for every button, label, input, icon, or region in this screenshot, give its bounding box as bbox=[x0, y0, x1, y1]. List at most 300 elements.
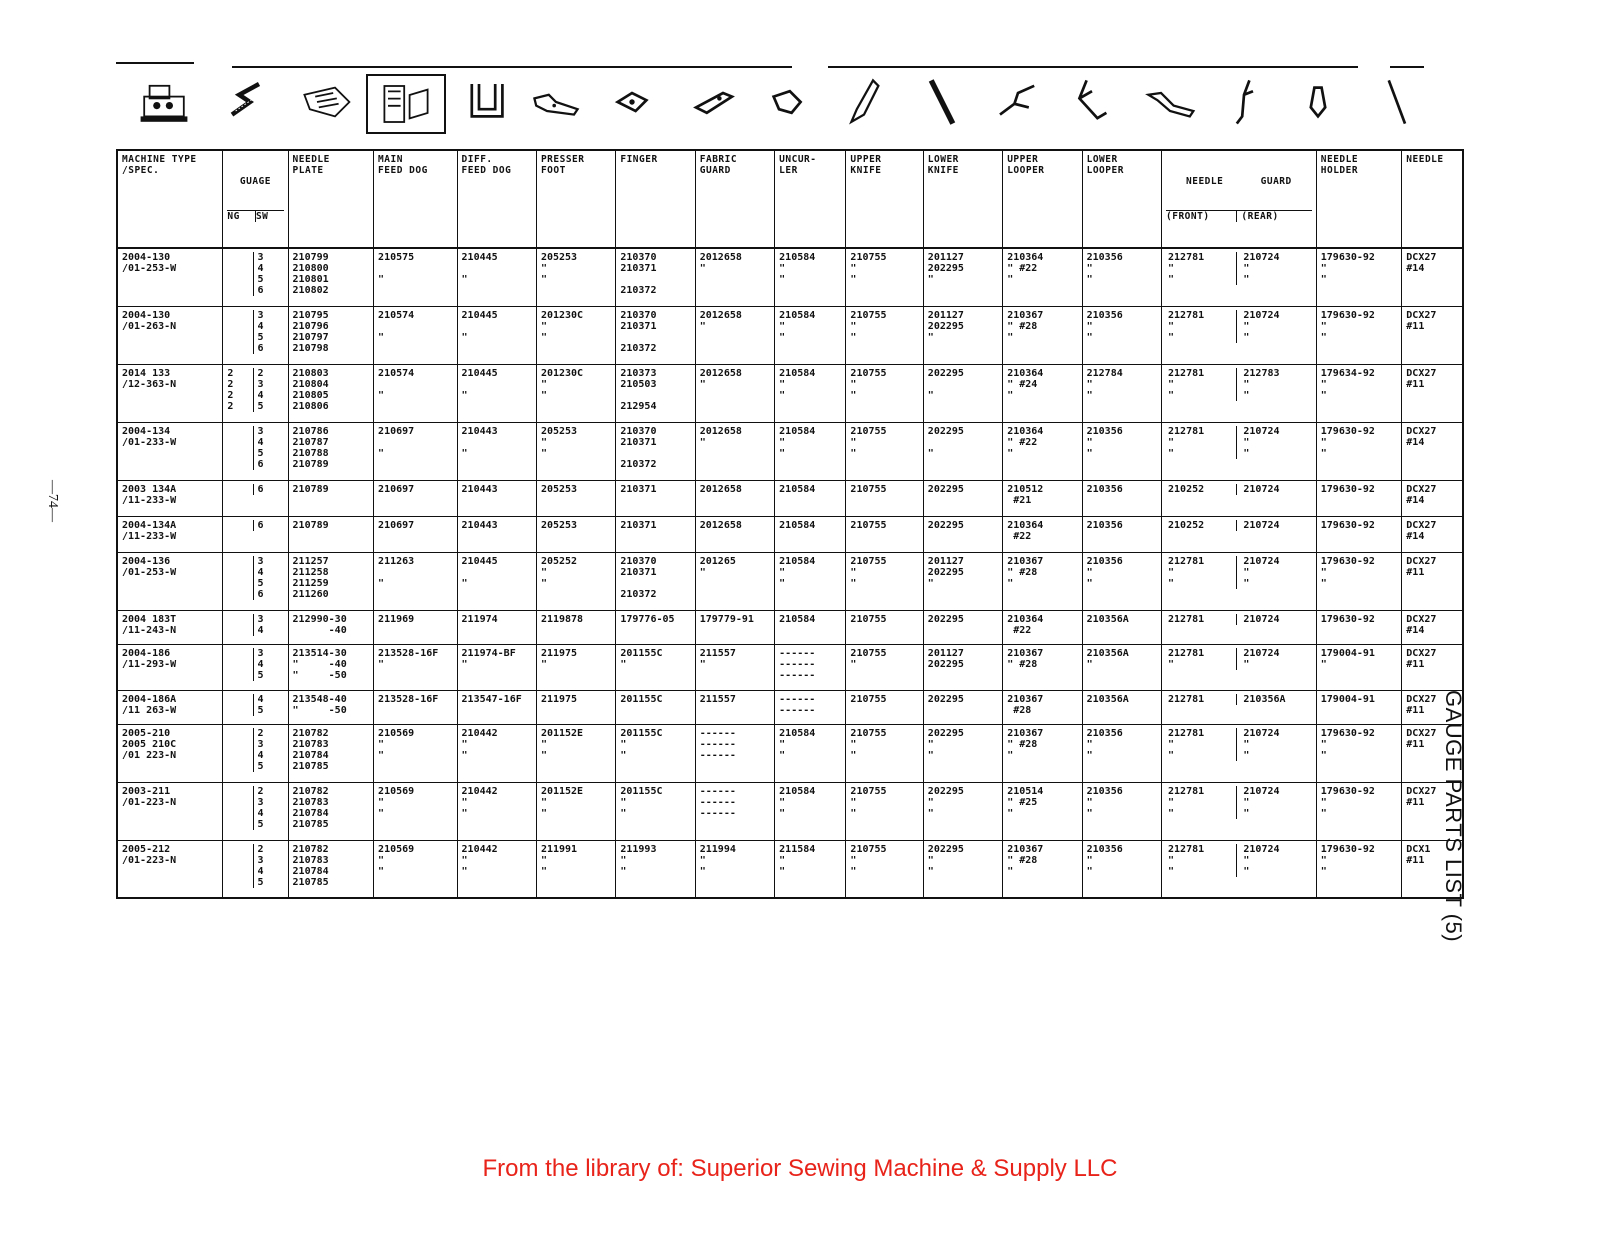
cell-lower-knife: 201127 202295 " bbox=[923, 552, 1002, 610]
cell-presser-foot: 211975 " bbox=[536, 644, 615, 690]
cell-upper-looper: 210364 " #22 " bbox=[1003, 248, 1082, 306]
cell-upper-knife: 210755 " " bbox=[846, 724, 923, 782]
cell-needle-guard-rear: 210724 " " bbox=[1236, 426, 1311, 459]
cell-guage-sw: 3 4 5 6 bbox=[253, 426, 283, 470]
cell-fabric-guard: 2012658 bbox=[695, 480, 774, 516]
cell-guage bbox=[223, 422, 288, 480]
cell-lower-looper: 210356 " " bbox=[1082, 724, 1161, 782]
cell-needle-plate: 210789 bbox=[288, 480, 374, 516]
presser-foot-icon bbox=[526, 68, 586, 136]
cell-needle-holder: 179004-91 bbox=[1316, 690, 1402, 724]
cell-needle-holder: 179630-92 bbox=[1316, 480, 1402, 516]
cell-diff-feed-dog: 210445 " bbox=[457, 552, 536, 610]
cell-main-feed-dog: 210569 " " bbox=[374, 724, 457, 782]
col-fabric-guard: FABRIC GUARD bbox=[695, 150, 774, 248]
cell-needle: DCX27 #11 bbox=[1402, 690, 1463, 724]
cell-lower-knife: 202295 " " bbox=[923, 782, 1002, 840]
cell-guage bbox=[223, 552, 288, 610]
cell-main-feed-dog: 213528-16F " bbox=[374, 644, 457, 690]
cell-machine-type: 2004-186A /11 263-W bbox=[117, 690, 223, 724]
cell-lower-knife: 202295 " " bbox=[923, 840, 1002, 898]
col-main-feed-dog: MAIN FEED DOG bbox=[374, 150, 457, 248]
uncurler-icon bbox=[758, 68, 818, 136]
cell-needle-guard bbox=[1162, 690, 1317, 724]
cell-needle-guard bbox=[1162, 724, 1317, 782]
cell-needle-guard bbox=[1162, 306, 1317, 364]
table-row bbox=[117, 422, 1463, 480]
cell-main-feed-dog: 210697 " bbox=[374, 422, 457, 480]
cell-finger: 201155C " " bbox=[616, 724, 695, 782]
cell-needle-guard bbox=[1162, 644, 1317, 690]
side-title: GAUGE PARTS LIST (5) bbox=[1441, 690, 1466, 943]
cell-presser-foot: 205253 bbox=[536, 516, 615, 552]
table-row bbox=[117, 840, 1463, 898]
cell-lower-looper: 210356 " " bbox=[1082, 248, 1161, 306]
cell-guage-sw: 2 3 4 5 bbox=[253, 728, 283, 772]
cell-presser-foot: 201152E " " bbox=[536, 782, 615, 840]
cell-needle-guard-rear: 210724 " " bbox=[1236, 556, 1311, 589]
cell-guage bbox=[223, 306, 288, 364]
cell-guage bbox=[223, 248, 288, 306]
cell-machine-type: 2004-130 /01-253-W bbox=[117, 248, 223, 306]
cell-diff-feed-dog: 210442 " " bbox=[457, 840, 536, 898]
cell-upper-looper: 210364 #22 bbox=[1003, 610, 1082, 644]
guage-icon bbox=[220, 68, 280, 136]
col-needle-guard bbox=[1162, 150, 1317, 248]
cell-uncurler: 210584 " " bbox=[775, 364, 846, 422]
cell-diff-feed-dog: 211974-BF " bbox=[457, 644, 536, 690]
cell-needle-plate: 210795 210796 210797 210798 bbox=[288, 306, 374, 364]
cell-lower-looper: 210356A bbox=[1082, 690, 1161, 724]
cell-lower-knife: 202295 " " bbox=[923, 724, 1002, 782]
cell-machine-type: 2014 133 /12-363-N bbox=[117, 364, 223, 422]
cell-uncurler: 210584 " " bbox=[775, 422, 846, 480]
upper-knife-icon bbox=[834, 68, 894, 136]
cell-needle-guard-front: 212781 " " bbox=[1168, 367, 1205, 401]
cell-needle-guard bbox=[1162, 364, 1317, 422]
cell-needle-guard-rear: 212783 " " bbox=[1236, 368, 1311, 401]
cell-upper-looper: 210512 #21 bbox=[1003, 480, 1082, 516]
page-number: —74— bbox=[45, 480, 60, 522]
cell-guage-ng bbox=[227, 520, 253, 531]
cell-guage-sw: 6 bbox=[253, 520, 283, 531]
cell-guage bbox=[223, 724, 288, 782]
table-row bbox=[117, 690, 1463, 724]
cell-fabric-guard: 2012658 " bbox=[695, 364, 774, 422]
cell-upper-knife: 210755 " " bbox=[846, 552, 923, 610]
cell-needle-holder: 179630-92 " " bbox=[1316, 422, 1402, 480]
cell-needle-holder: 179630-92 " " bbox=[1316, 840, 1402, 898]
cell-needle: DCX27 #11 bbox=[1402, 306, 1463, 364]
cell-needle-guard-front: 212781 " " bbox=[1168, 252, 1205, 285]
cell-upper-looper: 210364 #22 bbox=[1003, 516, 1082, 552]
cell-main-feed-dog: 211969 bbox=[374, 610, 457, 644]
cell-needle-guard-front: 212781 " " bbox=[1168, 309, 1205, 343]
cell-needle-guard bbox=[1162, 782, 1317, 840]
cell-needle: DCX27 #11 bbox=[1402, 782, 1463, 840]
cell-needle-guard-rear: 210724 bbox=[1236, 614, 1311, 625]
cell-machine-type: 2003-211 /01-223-N bbox=[117, 782, 223, 840]
cell-uncurler: 210584 " " bbox=[775, 724, 846, 782]
cell-fabric-guard: 179779-91 bbox=[695, 610, 774, 644]
cell-main-feed-dog: 210697 bbox=[374, 516, 457, 552]
fabric-guard-icon bbox=[684, 68, 744, 136]
needle-icon bbox=[1366, 68, 1426, 136]
cell-diff-feed-dog: 210445 " bbox=[457, 248, 536, 306]
cell-guage bbox=[223, 840, 288, 898]
cell-finger: 210370 210371 210372 bbox=[616, 248, 695, 306]
cell-guage-ng bbox=[227, 786, 253, 830]
cell-uncurler: 210584 " " bbox=[775, 782, 846, 840]
cell-needle: DCX27 #11 bbox=[1402, 364, 1463, 422]
cell-needle-plate: 210782 210783 210784 210785 bbox=[288, 782, 374, 840]
col-uncurler: UNCUR- LER bbox=[775, 150, 846, 248]
cell-lower-looper: 210356 " " bbox=[1082, 782, 1161, 840]
table-row bbox=[117, 724, 1463, 782]
cell-upper-looper: 210364 " #24 " bbox=[1003, 364, 1082, 422]
col-needle-holder: NEEDLE HOLDER bbox=[1316, 150, 1402, 248]
col-presser-foot: PRESSER FOOT bbox=[536, 150, 615, 248]
cell-main-feed-dog: 210575 " bbox=[374, 248, 457, 306]
cell-needle-guard-front: 212781 " " bbox=[1168, 785, 1205, 819]
table-row bbox=[117, 644, 1463, 690]
table-row bbox=[117, 480, 1463, 516]
cell-needle-guard bbox=[1162, 610, 1317, 644]
cell-lower-knife: 202295 " bbox=[923, 422, 1002, 480]
cell-lower-looper: 210356 " " bbox=[1082, 840, 1161, 898]
cell-upper-knife: 210755 bbox=[846, 610, 923, 644]
cell-needle-guard-front: 212781 bbox=[1168, 693, 1205, 705]
cell-diff-feed-dog: 210443 " bbox=[457, 422, 536, 480]
needle-holder-icon bbox=[1288, 68, 1348, 136]
cell-guage bbox=[223, 364, 288, 422]
table-row bbox=[117, 248, 1463, 306]
cell-main-feed-dog: 210569 " " bbox=[374, 782, 457, 840]
cell-main-feed-dog: 210697 bbox=[374, 480, 457, 516]
cell-fabric-guard: 201265 " bbox=[695, 552, 774, 610]
table-row bbox=[117, 552, 1463, 610]
cell-main-feed-dog: 211263 " bbox=[374, 552, 457, 610]
cell-lower-knife: 202295 bbox=[923, 516, 1002, 552]
cell-upper-knife: 210755 " " bbox=[846, 840, 923, 898]
cell-guage-sw: 4 5 bbox=[253, 694, 283, 716]
col-finger: FINGER bbox=[616, 150, 695, 248]
col-needle-guard-rear: (REAR) bbox=[1236, 211, 1311, 222]
cell-needle: DCX27 #14 bbox=[1402, 422, 1463, 480]
cell-needle-plate: 210799 210800 210801 210802 bbox=[288, 248, 374, 306]
cell-guage-ng bbox=[227, 728, 253, 772]
cell-guage-sw: 3 4 5 6 bbox=[253, 310, 283, 354]
cell-guage-ng bbox=[227, 252, 253, 296]
cell-lower-knife: 202295 bbox=[923, 480, 1002, 516]
cell-finger: 201155C " bbox=[616, 644, 695, 690]
cell-guage bbox=[223, 644, 288, 690]
cell-guage-sw: 2 3 4 5 bbox=[253, 844, 283, 888]
cell-guage bbox=[223, 690, 288, 724]
cell-guage-ng bbox=[227, 648, 253, 681]
cell-machine-type: 2004-186 /11-293-W bbox=[117, 644, 223, 690]
table-row bbox=[117, 782, 1463, 840]
cell-needle-guard-rear: 210356A bbox=[1236, 694, 1311, 705]
cell-lower-knife: 201127 202295 " bbox=[923, 306, 1002, 364]
cell-needle-guard-rear: 210724 " " bbox=[1236, 786, 1311, 819]
cell-upper-looper: 210364 " #22 " bbox=[1003, 422, 1082, 480]
cell-needle-plate: 210786 210787 210788 210789 bbox=[288, 422, 374, 480]
cell-fabric-guard: 211557 " bbox=[695, 644, 774, 690]
cell-needle-guard-rear: 210724 " " bbox=[1236, 844, 1311, 877]
cell-presser-foot: 201230C " " bbox=[536, 306, 615, 364]
cell-needle-guard bbox=[1162, 248, 1317, 306]
cell-upper-knife: 210755 " " bbox=[846, 782, 923, 840]
cell-machine-type: 2004-134 /01-233-W bbox=[117, 422, 223, 480]
cell-fabric-guard: ------ ------ ------ bbox=[695, 782, 774, 840]
cell-needle-guard-rear: 210724 " bbox=[1236, 648, 1311, 670]
cell-guage-sw: 3 4 bbox=[253, 614, 283, 636]
cell-presser-foot: 201152E " " bbox=[536, 724, 615, 782]
cell-guage-ng: 2 2 2 2 bbox=[227, 367, 234, 412]
header-rule-1 bbox=[116, 62, 194, 64]
col-guage-ng: NG bbox=[227, 211, 240, 222]
gauge-parts-table bbox=[116, 149, 1464, 899]
cell-diff-feed-dog: 210445 " bbox=[457, 306, 536, 364]
col-upper-knife: UPPER KNIFE bbox=[846, 150, 923, 248]
cell-needle-holder: 179630-92 " " bbox=[1316, 248, 1402, 306]
cell-needle-guard-front: 212781 " bbox=[1168, 647, 1205, 670]
cell-guage bbox=[223, 782, 288, 840]
cell-lower-looper: 210356 " " bbox=[1082, 422, 1161, 480]
col-needle-plate: NEEDLE PLATE bbox=[288, 150, 374, 248]
table-row bbox=[117, 306, 1463, 364]
cell-needle-guard-front: 212781 " " bbox=[1168, 843, 1205, 877]
cell-guage-sw: 3 4 5 6 bbox=[253, 556, 283, 600]
cell-guage-sw: 3 4 5 6 bbox=[253, 252, 283, 296]
cell-needle-plate: 210782 210783 210784 210785 bbox=[288, 840, 374, 898]
finger-icon bbox=[602, 68, 662, 136]
cell-needle-guard-rear: 210724 bbox=[1236, 520, 1311, 531]
upper-looper-icon bbox=[988, 68, 1048, 136]
cell-upper-looper: 210367 " #28 " bbox=[1003, 306, 1082, 364]
cell-guage bbox=[223, 610, 288, 644]
col-needle: NEEDLE bbox=[1402, 150, 1463, 248]
machine-icon bbox=[134, 68, 194, 136]
cell-guage-ng bbox=[227, 426, 253, 470]
cell-finger: 210371 bbox=[616, 480, 695, 516]
cell-needle-holder: 179630-92 " " bbox=[1316, 306, 1402, 364]
cell-lower-looper: 210356A bbox=[1082, 610, 1161, 644]
cell-upper-knife: 210755 " " bbox=[846, 422, 923, 480]
cell-needle-holder: 179630-92 " " bbox=[1316, 782, 1402, 840]
cell-guage bbox=[223, 516, 288, 552]
cell-lower-knife: 201127 202295 " bbox=[923, 248, 1002, 306]
cell-needle-plate: 213548-40 " -50 bbox=[288, 690, 374, 724]
cell-finger: 210371 bbox=[616, 516, 695, 552]
cell-fabric-guard: 2012658 " bbox=[695, 422, 774, 480]
cell-upper-knife: 210755 bbox=[846, 480, 923, 516]
cell-uncurler: ------ ------ ------ bbox=[775, 644, 846, 690]
cell-fabric-guard: 2012658 " bbox=[695, 306, 774, 364]
cell-needle-holder: 179630-92 " " bbox=[1316, 552, 1402, 610]
cell-upper-knife: 210755 bbox=[846, 690, 923, 724]
cell-diff-feed-dog: 211974 bbox=[457, 610, 536, 644]
cell-machine-type: 2005-210 2005 210C /01 223-N bbox=[117, 724, 223, 782]
cell-needle-guard bbox=[1162, 516, 1317, 552]
cell-uncurler: 210584 bbox=[775, 610, 846, 644]
table-row bbox=[117, 516, 1463, 552]
cell-finger: 210373 210503 212954 bbox=[616, 364, 695, 422]
col-lower-knife: LOWER KNIFE bbox=[923, 150, 1002, 248]
cell-uncurler: ------ ------ bbox=[775, 690, 846, 724]
table-row bbox=[117, 364, 1463, 422]
cell-needle-guard bbox=[1162, 840, 1317, 898]
cell-lower-knife: 201127 202295 bbox=[923, 644, 1002, 690]
col-lower-looper: LOWER LOOPER bbox=[1082, 150, 1161, 248]
cell-needle-guard-front: 212781 " " bbox=[1168, 727, 1205, 761]
col-machine-type: MACHINE TYPE /SPEC. bbox=[117, 150, 223, 248]
cell-needle-guard bbox=[1162, 422, 1317, 480]
cell-needle-holder: 179630-92 bbox=[1316, 516, 1402, 552]
cell-needle: DCX27 #11 bbox=[1402, 724, 1463, 782]
cell-needle-guard-rear: 210724 " " bbox=[1236, 252, 1311, 285]
cell-upper-looper: 210367 " #28 " bbox=[1003, 552, 1082, 610]
cell-lower-looper: 210356 bbox=[1082, 480, 1161, 516]
diff-feed-dog-icon bbox=[458, 68, 518, 136]
cell-lower-looper: 212784 " " bbox=[1082, 364, 1161, 422]
parts-icon-row bbox=[116, 68, 1464, 140]
cell-guage-ng bbox=[227, 694, 253, 716]
cell-diff-feed-dog: 213547-16F bbox=[457, 690, 536, 724]
cell-needle-guard-front: 212781 bbox=[1168, 613, 1205, 625]
cell-machine-type: 2004-136 /01-253-W bbox=[117, 552, 223, 610]
cell-needle-guard-front: 210252 bbox=[1168, 519, 1205, 531]
cell-needle-guard-rear: 210724 " " bbox=[1236, 310, 1311, 343]
col-needle-guard-label: NEEDLE GUARD bbox=[1186, 176, 1292, 187]
cell-needle: DCX27 #14 bbox=[1402, 248, 1463, 306]
cell-fabric-guard: ------ ------ ------ bbox=[695, 724, 774, 782]
cell-finger: 211993 " " bbox=[616, 840, 695, 898]
cell-needle-plate: 213514-30 " -40 " -50 bbox=[288, 644, 374, 690]
cell-needle: DCX27 #14 bbox=[1402, 610, 1463, 644]
col-guage bbox=[223, 150, 288, 248]
cell-needle-holder: 179634-92 " " bbox=[1316, 364, 1402, 422]
cell-upper-looper: 210514 " #25 " bbox=[1003, 782, 1082, 840]
cell-needle-guard-rear: 210724 bbox=[1236, 484, 1311, 495]
cell-uncurler: 210584 bbox=[775, 516, 846, 552]
cell-upper-knife: 210755 " bbox=[846, 644, 923, 690]
needle-guard-rear-icon bbox=[1214, 68, 1274, 136]
cell-guage-sw: 2 3 4 5 bbox=[253, 368, 283, 412]
cell-diff-feed-dog: 210443 bbox=[457, 480, 536, 516]
cell-finger: 210370 210371 210372 bbox=[616, 552, 695, 610]
cell-needle-holder: 179004-91 " bbox=[1316, 644, 1402, 690]
cell-guage-ng bbox=[227, 556, 253, 600]
cell-lower-knife: 202295 bbox=[923, 690, 1002, 724]
cell-needle-plate: 212990-30 -40 bbox=[288, 610, 374, 644]
cell-guage-ng bbox=[227, 484, 253, 495]
cell-needle-guard bbox=[1162, 552, 1317, 610]
cell-upper-knife: 210755 " " bbox=[846, 364, 923, 422]
cell-needle-plate: 210789 bbox=[288, 516, 374, 552]
cell-finger: 210370 210371 210372 bbox=[616, 422, 695, 480]
cell-diff-feed-dog: 210442 " " bbox=[457, 724, 536, 782]
cell-uncurler: 210584 " " bbox=[775, 248, 846, 306]
main-feed-dog-icon bbox=[366, 74, 446, 134]
cell-guage-sw: 2 3 4 5 bbox=[253, 786, 283, 830]
cell-lower-looper: 210356A " bbox=[1082, 644, 1161, 690]
cell-finger: 201155C bbox=[616, 690, 695, 724]
library-footer: From the library of: Superior Sewing Machine & Supply LLC bbox=[482, 1155, 1118, 1182]
cell-diff-feed-dog: 210442 " " bbox=[457, 782, 536, 840]
cell-needle-plate: 210803 210804 210805 210806 bbox=[288, 364, 374, 422]
cell-needle-guard bbox=[1162, 480, 1317, 516]
cell-guage-ng bbox=[227, 844, 253, 888]
cell-upper-looper: 210367 " #28 bbox=[1003, 644, 1082, 690]
cell-finger: 179776-05 bbox=[616, 610, 695, 644]
cell-uncurler: 210584 " " bbox=[775, 306, 846, 364]
cell-needle-guard-front: 212781 " " bbox=[1168, 425, 1205, 459]
cell-needle: DCX27 #14 bbox=[1402, 480, 1463, 516]
cell-presser-foot: 211991 " " bbox=[536, 840, 615, 898]
cell-diff-feed-dog: 210445 " bbox=[457, 364, 536, 422]
cell-guage-ng bbox=[227, 614, 253, 636]
cell-uncurler: 210584 " " bbox=[775, 552, 846, 610]
cell-needle-guard-front: 212781 " " bbox=[1168, 555, 1205, 589]
cell-needle-plate: 210782 210783 210784 210785 bbox=[288, 724, 374, 782]
cell-fabric-guard: 2012658 " bbox=[695, 248, 774, 306]
cell-presser-foot: 205253 " " bbox=[536, 422, 615, 480]
cell-main-feed-dog: 210574 " bbox=[374, 306, 457, 364]
cell-machine-type: 2004-134A /11-233-W bbox=[117, 516, 223, 552]
cell-uncurler: 211584 " " bbox=[775, 840, 846, 898]
cell-needle-plate: 211257 211258 211259 211260 bbox=[288, 552, 374, 610]
lower-looper-icon bbox=[1062, 68, 1122, 136]
cell-upper-knife: 210755 bbox=[846, 516, 923, 552]
cell-upper-knife: 210755 " " bbox=[846, 306, 923, 364]
cell-guage-ng bbox=[227, 310, 253, 354]
cell-needle-holder: 179630-92 bbox=[1316, 610, 1402, 644]
cell-guage bbox=[223, 480, 288, 516]
cell-upper-knife: 210755 " " bbox=[846, 248, 923, 306]
cell-presser-foot: 2119878 bbox=[536, 610, 615, 644]
cell-main-feed-dog: 213528-16F bbox=[374, 690, 457, 724]
cell-lower-looper: 210356 " " bbox=[1082, 552, 1161, 610]
cell-presser-foot: 205253 bbox=[536, 480, 615, 516]
col-upper-looper: UPPER LOOPER bbox=[1003, 150, 1082, 248]
cell-machine-type: 2004-130 /01-263-N bbox=[117, 306, 223, 364]
cell-upper-looper: 210367 " #28 " bbox=[1003, 724, 1082, 782]
cell-main-feed-dog: 210574 " bbox=[374, 364, 457, 422]
cell-needle-guard-rear: 210724 " " bbox=[1236, 728, 1311, 761]
lower-knife-icon bbox=[912, 68, 972, 136]
cell-main-feed-dog: 210569 " " bbox=[374, 840, 457, 898]
cell-fabric-guard: 211994 " " bbox=[695, 840, 774, 898]
col-guage-sw: SW bbox=[255, 211, 284, 222]
cell-fabric-guard: 211557 bbox=[695, 690, 774, 724]
cell-needle-holder: 179630-92 " " bbox=[1316, 724, 1402, 782]
cell-machine-type: 2004 183T /11-243-N bbox=[117, 610, 223, 644]
cell-finger: 210370 210371 210372 bbox=[616, 306, 695, 364]
needle-plate-icon bbox=[296, 68, 356, 136]
cell-machine-type: 2005-212 /01-223-N bbox=[117, 840, 223, 898]
col-needle-guard-front: (FRONT) bbox=[1166, 211, 1210, 222]
cell-lower-looper: 210356 " " bbox=[1082, 306, 1161, 364]
cell-guage-sw: 6 bbox=[253, 484, 283, 495]
cell-upper-looper: 210367 #28 bbox=[1003, 690, 1082, 724]
cell-fabric-guard: 2012658 bbox=[695, 516, 774, 552]
cell-guage-sw: 3 4 5 bbox=[253, 648, 283, 681]
cell-finger: 201155C " " bbox=[616, 782, 695, 840]
col-diff-feed-dog: DIFF. FEED DOG bbox=[457, 150, 536, 248]
cell-presser-foot: 205252 " " bbox=[536, 552, 615, 610]
